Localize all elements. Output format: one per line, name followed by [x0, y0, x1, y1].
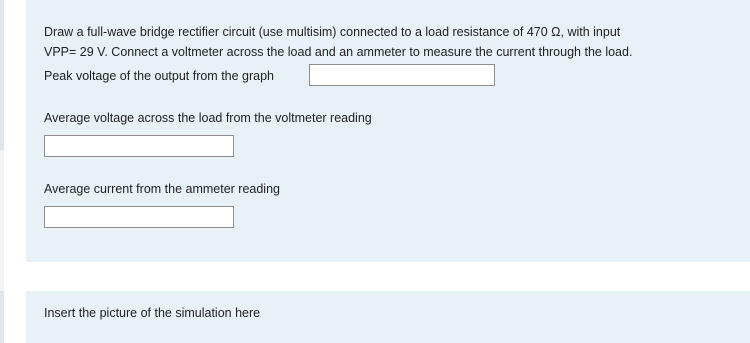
question-text-line-2: VPP= 29 V. Connect a voltmeter across the load and an ammeter to measure the current through the load.: [44, 45, 633, 59]
peak-voltage-label: Peak voltage of the output from the graph: [44, 69, 275, 83]
average-current-label: Average current from the ammeter reading: [44, 182, 280, 196]
average-voltage-label: Average voltage across the load from the voltmeter reading: [44, 111, 372, 125]
average-current-input[interactable]: [44, 206, 234, 228]
simulation-label: Insert the picture of the simulation here: [44, 306, 261, 320]
left-edge-mark: [0, 0, 4, 150]
peak-voltage-input[interactable]: [309, 64, 495, 86]
simulation-panel: [26, 291, 750, 343]
question-text-line-1: Draw a full-wave bridge rectifier circuit (use multisim) connected to a load resistance of 470 Ω, with input: [44, 25, 621, 39]
left-edge-mark: [0, 291, 4, 343]
left-edge: [0, 0, 4, 343]
average-voltage-input[interactable]: [44, 135, 234, 157]
question-panel: [26, 0, 750, 262]
